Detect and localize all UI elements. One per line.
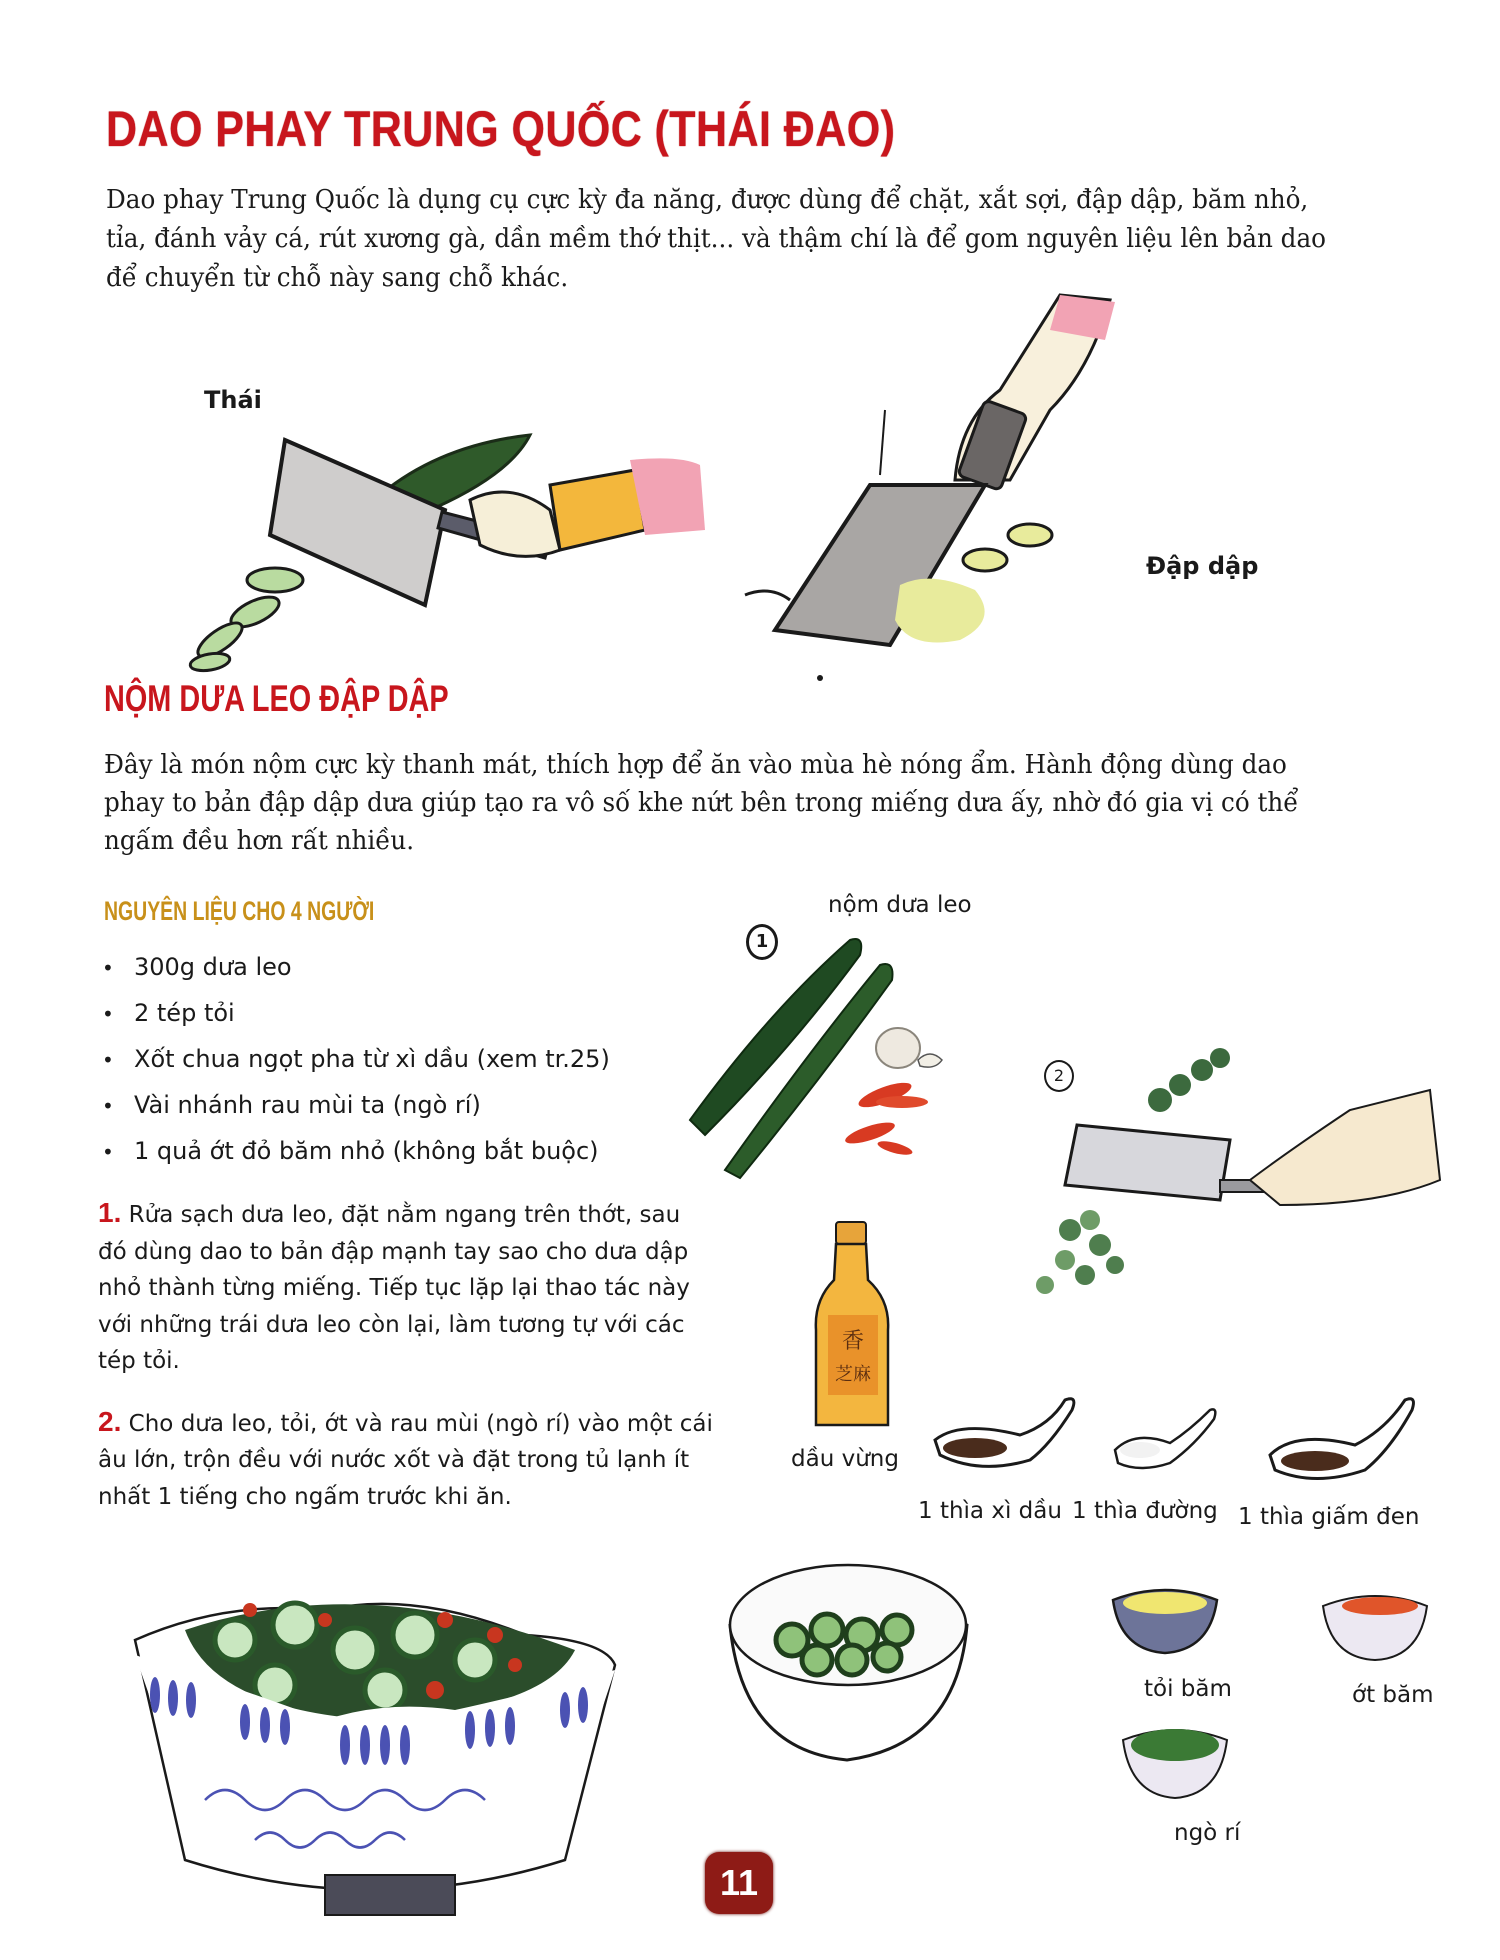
step-1: 1. Rửa sạch dưa leo, đặt nằm ngang trên thớt, sau đó dùng dao to bản đập mạnh tay sao cho dưa dập nhỏ thành từng miếng. Tiếp tục lặp lại thao tác này với những trái dưa leo còn lại, làm tương tự với các tép tỏi. (98, 1197, 690, 1374)
sesame-oil-bottle-icon (808, 1220, 898, 1430)
sugar-spoon-icon (1110, 1405, 1220, 1475)
step-marker-2: 2 (1044, 1060, 1074, 1092)
svg-text:芝麻: 芝麻 (835, 1364, 871, 1385)
bullet-icon: • (102, 956, 114, 980)
finished-dish-bowl-illustration (125, 1580, 625, 1940)
description-line: phay to bản đập dập dưa giúp tạo ra vô số khe nứt bên trong miếng dưa ấy, nhờ đó gia vị có thể (104, 787, 1299, 818)
garlic-bowl-icon (1110, 1585, 1220, 1655)
step-marker-1: 1 (746, 924, 778, 960)
ingredients-header: NGUYÊN LIỆU CHO 4 NGƯỜI (104, 896, 375, 926)
bullet-icon: • (102, 1094, 114, 1118)
spoon-caption-sugar: 1 thìa đường (1072, 1498, 1218, 1524)
smash-label: Đập dập (1146, 552, 1259, 580)
bullet-icon: • (102, 1140, 114, 1164)
page-title: DAO PHAY TRUNG QUỐC (THÁI ĐAO) (106, 101, 896, 157)
slice-label: Thái (204, 386, 262, 414)
bullet-icon: • (102, 1048, 114, 1072)
ingredient-item: • Vài nhánh rau mùi ta (ngò rí) (96, 1083, 610, 1129)
garlic-caption: tỏi băm (1144, 1676, 1232, 1702)
bottle-label: 香 (841, 1329, 865, 1354)
description-line: ngấm đều hơn rất nhiều. (104, 825, 415, 856)
ingredient-item: • 2 tép tỏi (96, 991, 610, 1037)
ingredients-list (96, 945, 610, 1175)
step-number: 1. (98, 1197, 122, 1228)
description-line: Đây là món nộm cực kỳ thanh mát, thích hợp để ăn vào mùa hè nóng ẩm. Hành động dùng dao (104, 749, 1287, 780)
coriander-bowl-icon (1120, 1720, 1230, 1800)
black-vinegar-spoon-icon (1265, 1395, 1420, 1485)
smash-cucumber-illustration (1020, 1030, 1460, 1290)
spoon-caption-soy: 1 thìa xì dầu (918, 1498, 1062, 1524)
steps (98, 1195, 718, 1539)
cucumbers-illustration (680, 920, 1020, 1180)
ingredient-item: • 300g dưa leo (96, 945, 610, 991)
recipe-description (104, 746, 1404, 860)
illustration-title: nộm dưa leo (828, 892, 972, 918)
soy-sauce-spoon-icon (930, 1395, 1080, 1475)
chili-caption: ớt băm (1352, 1682, 1434, 1708)
recipe-heading: NỘM DƯA LEO ĐẬP DẬP (104, 678, 449, 719)
mixing-bowl-illustration (722, 1555, 972, 1765)
ingredient-item: • Xốt chua ngọt pha từ xì dầu (xem tr.25) (96, 1037, 610, 1083)
slicing-illustration (180, 400, 740, 670)
sesame-oil-caption: dầu vừng (791, 1446, 899, 1472)
spoon-caption-vinegar: 1 thìa giấm đen (1238, 1504, 1420, 1530)
page-number-badge: 11 (705, 1852, 773, 1914)
intro-line: tỉa, đánh vảy cá, rút xương gà, dần mềm thớ thịt... và thậm chí là để gom nguyên liệu lên bản dao (106, 223, 1326, 254)
intro-paragraph (106, 180, 1406, 297)
step-number: 2. (98, 1405, 122, 1437)
intro-line: Dao phay Trung Quốc là dụng cụ cực kỳ đa năng, được dùng để chặt, xắt sợi, đập dập, băm nhỏ, (106, 184, 1309, 215)
bullet-icon: • (102, 1002, 114, 1026)
smashing-illustration (730, 290, 1250, 690)
coriander-caption: ngò rí (1174, 1820, 1241, 1846)
chili-bowl-icon (1320, 1588, 1430, 1663)
ingredient-item: • 1 quả ớt đỏ băm nhỏ (không bắt buộc) (96, 1129, 610, 1175)
step-2: 2. Cho dưa leo, tỏi, ớt và rau mùi (ngò rí) vào một cái âu lớn, trộn đều với nước xốt và đặt trong tủ lạnh ít nhất 1 tiếng cho ngấm trước khi ăn. (98, 1405, 713, 1510)
intro-line: để chuyển từ chỗ này sang chỗ khác. (106, 262, 569, 293)
